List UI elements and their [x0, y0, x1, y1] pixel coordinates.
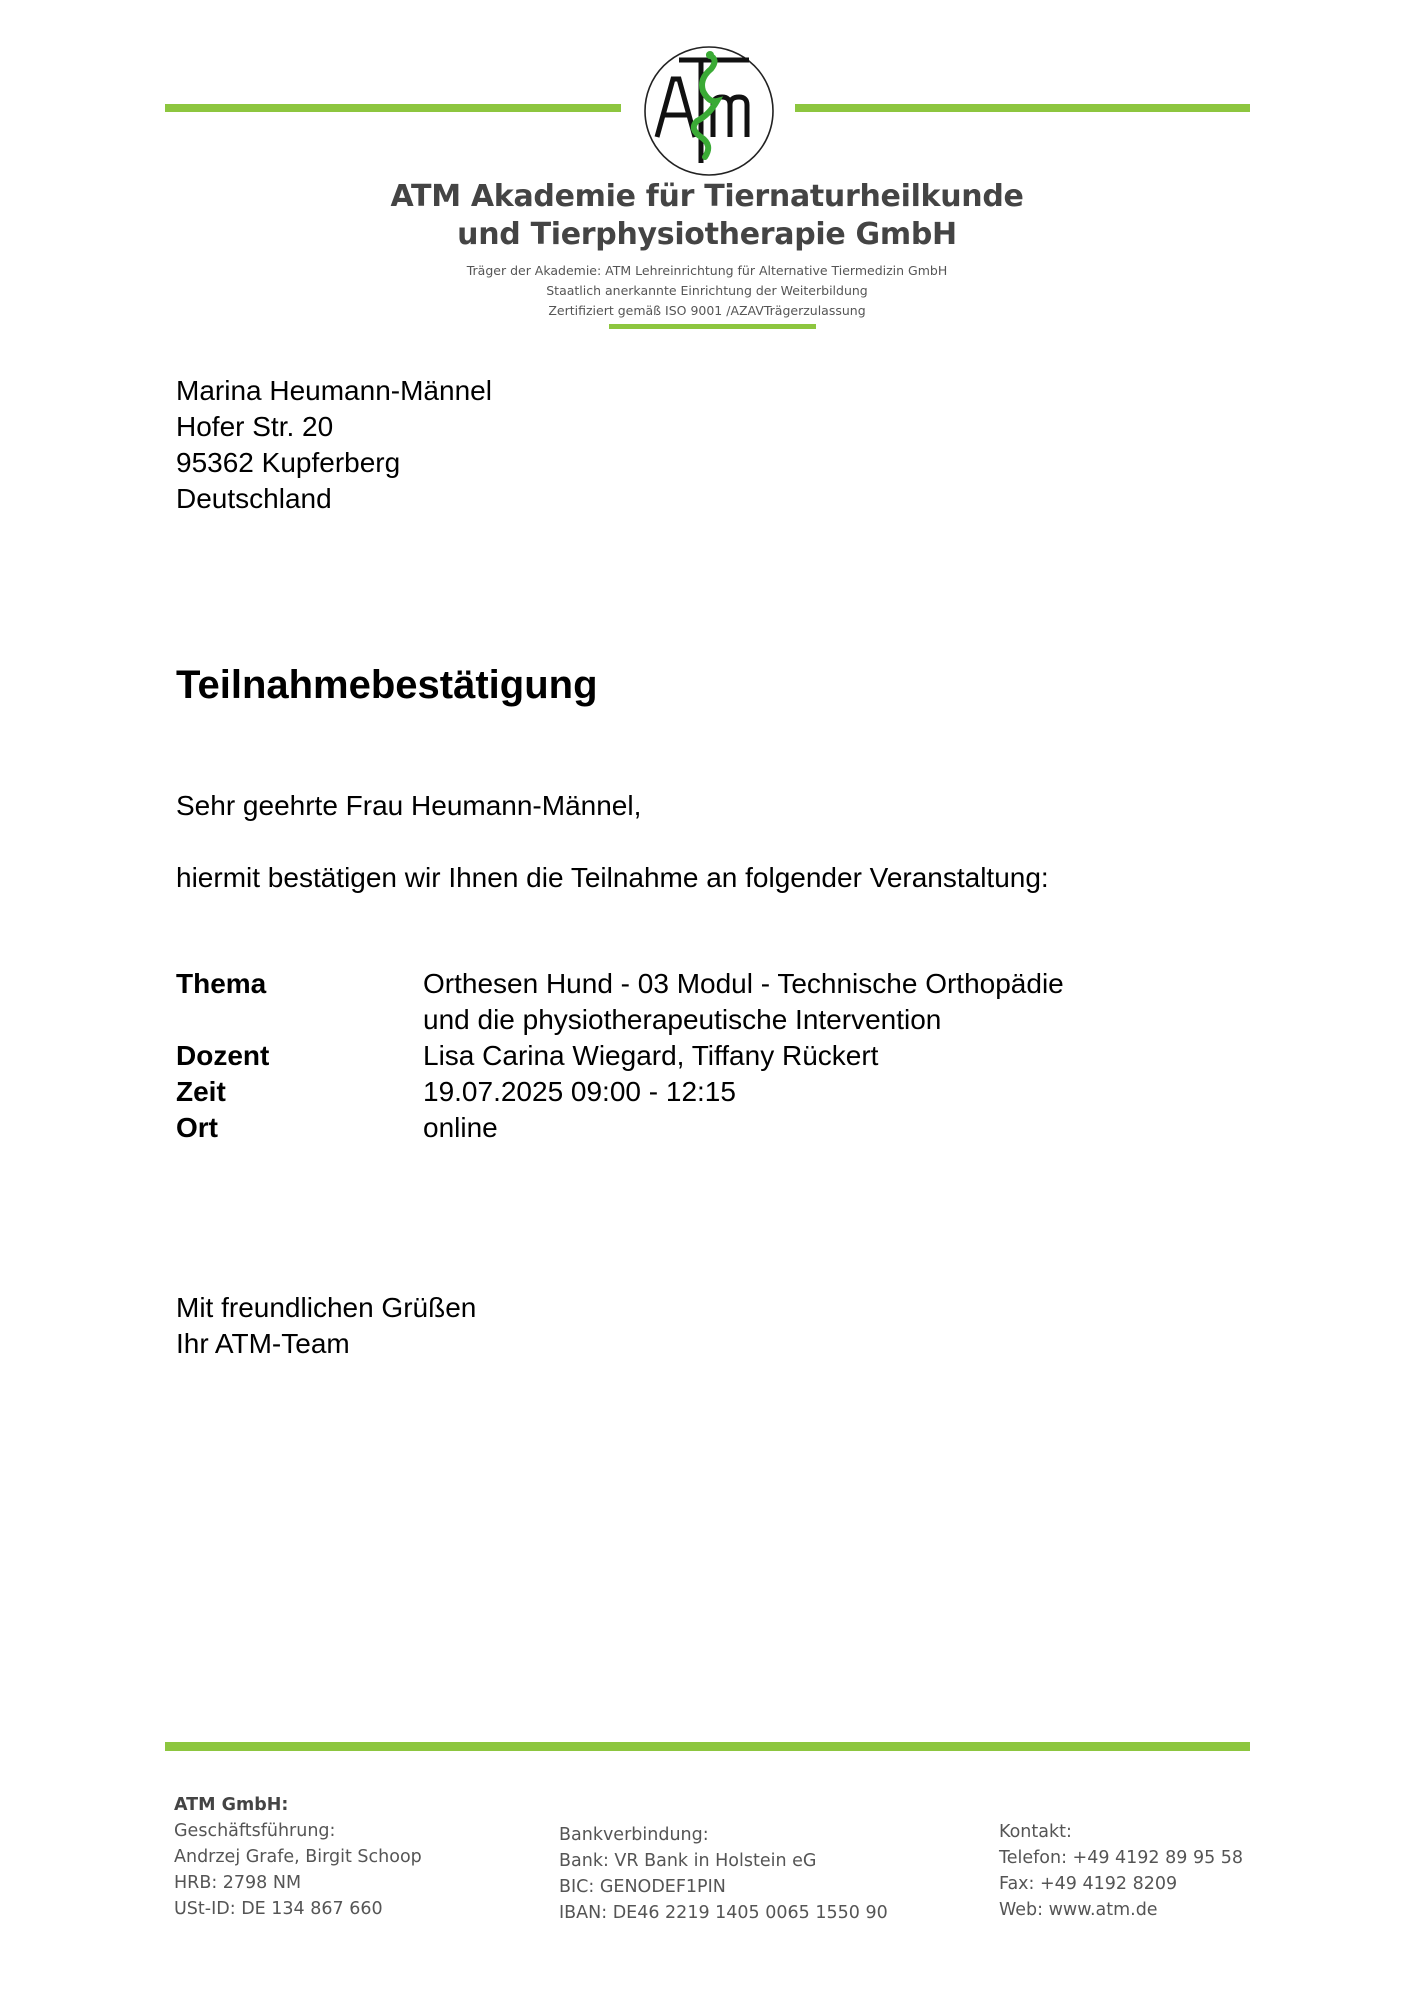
header-rule-right: [795, 104, 1250, 112]
recipient-street: Hofer Str. 20: [176, 411, 334, 442]
footer-company: [174, 1792, 422, 1922]
footer-company-line: Andrzej Grafe, Birgit Schoop: [174, 1847, 422, 1867]
thema-value-line-1: Orthesen Hund - 03 Modul - Technische Orthopädie: [423, 968, 1064, 999]
org-sub-line-1: Träger der Akademie: ATM Lehreinrichtung für Alternative Tiermedizin GmbH: [466, 263, 948, 278]
footer-contact: [999, 1819, 1243, 1923]
footer-bank-heading: Bankverbindung:: [559, 1825, 709, 1845]
dozent-label: Dozent: [176, 1040, 270, 1071]
org-sub-line-3: Zertifiziert gemäß ISO 9001 /AZAVTrägerzulassung: [548, 303, 866, 318]
event-details: [176, 966, 1064, 1146]
recipient-city: 95362 Kupferberg: [176, 447, 401, 478]
footer-contact-fax: Fax: +49 4192 8209: [999, 1874, 1178, 1894]
org-sub-line-2: Staatlich anerkannte Einrichtung der Weiterbildung: [546, 283, 868, 298]
org-name-line-1: ATM Akademie für Tiernaturheilkunde: [390, 179, 1024, 214]
intro-text: hiermit bestätigen wir Ihnen die Teilnahme an folgender Veranstaltung:: [176, 862, 1049, 893]
salutation: Sehr geehrte Frau Heumann-Männel,: [176, 790, 642, 821]
org-name-line-2: und Tierphysiotherapie GmbH: [457, 217, 957, 252]
footer-company-line: HRB: 2798 NM: [174, 1873, 302, 1893]
closing: [176, 1290, 476, 1362]
closing-line-1: Mit freundlichen Grüßen: [176, 1292, 477, 1323]
ort-label: Ort: [176, 1112, 218, 1143]
event-row-zeit: [176, 1074, 1064, 1110]
footer-company-heading: ATM GmbH:: [174, 1795, 289, 1815]
footer-bank-line: Bank: VR Bank in Holstein eG: [559, 1851, 817, 1871]
footer-contact-phone: Telefon: +49 4192 89 95 58: [999, 1848, 1244, 1868]
header-underline: [609, 324, 816, 329]
footer-contact-web[interactable]: Web: www.atm.de: [999, 1900, 1158, 1920]
footer-bank-line: IBAN: DE46 2219 1405 0065 1550 90: [559, 1903, 888, 1923]
recipient-name: Marina Heumann-Männel: [176, 375, 492, 406]
thema-value-line-2: und die physiotherapeutische Intervention: [423, 1004, 942, 1035]
thema-value: [423, 966, 1064, 1038]
organization-name: [307, 178, 1107, 254]
closing-line-2: Ihr ATM-Team: [176, 1328, 350, 1359]
footer-rule: [165, 1742, 1250, 1751]
atm-logo: [643, 45, 775, 177]
footer-company-line: Geschäftsführung:: [174, 1821, 336, 1841]
event-row-thema: [176, 966, 1064, 1038]
recipient-country: Deutschland: [176, 483, 332, 514]
zeit-label: Zeit: [176, 1076, 226, 1107]
event-row-ort: [176, 1110, 1064, 1146]
footer-bank-line: BIC: GENODEF1PIN: [559, 1877, 726, 1897]
recipient-address: [176, 373, 492, 517]
document-title: Teilnahmebestätigung: [176, 663, 598, 707]
organization-subtitle: [307, 261, 1107, 321]
footer-company-line: USt-ID: DE 134 867 660: [174, 1899, 383, 1919]
ort-value: online: [423, 1112, 498, 1143]
event-row-dozent: [176, 1038, 1064, 1074]
footer-bank: [559, 1822, 888, 1926]
dozent-value: Lisa Carina Wiegard, Tiffany Rückert: [423, 1040, 879, 1071]
footer-contact-heading: Kontakt:: [999, 1822, 1072, 1842]
thema-label: Thema: [176, 968, 267, 999]
header-rule-left: [165, 104, 621, 112]
zeit-value: 19.07.2025 09:00 - 12:15: [423, 1076, 736, 1107]
